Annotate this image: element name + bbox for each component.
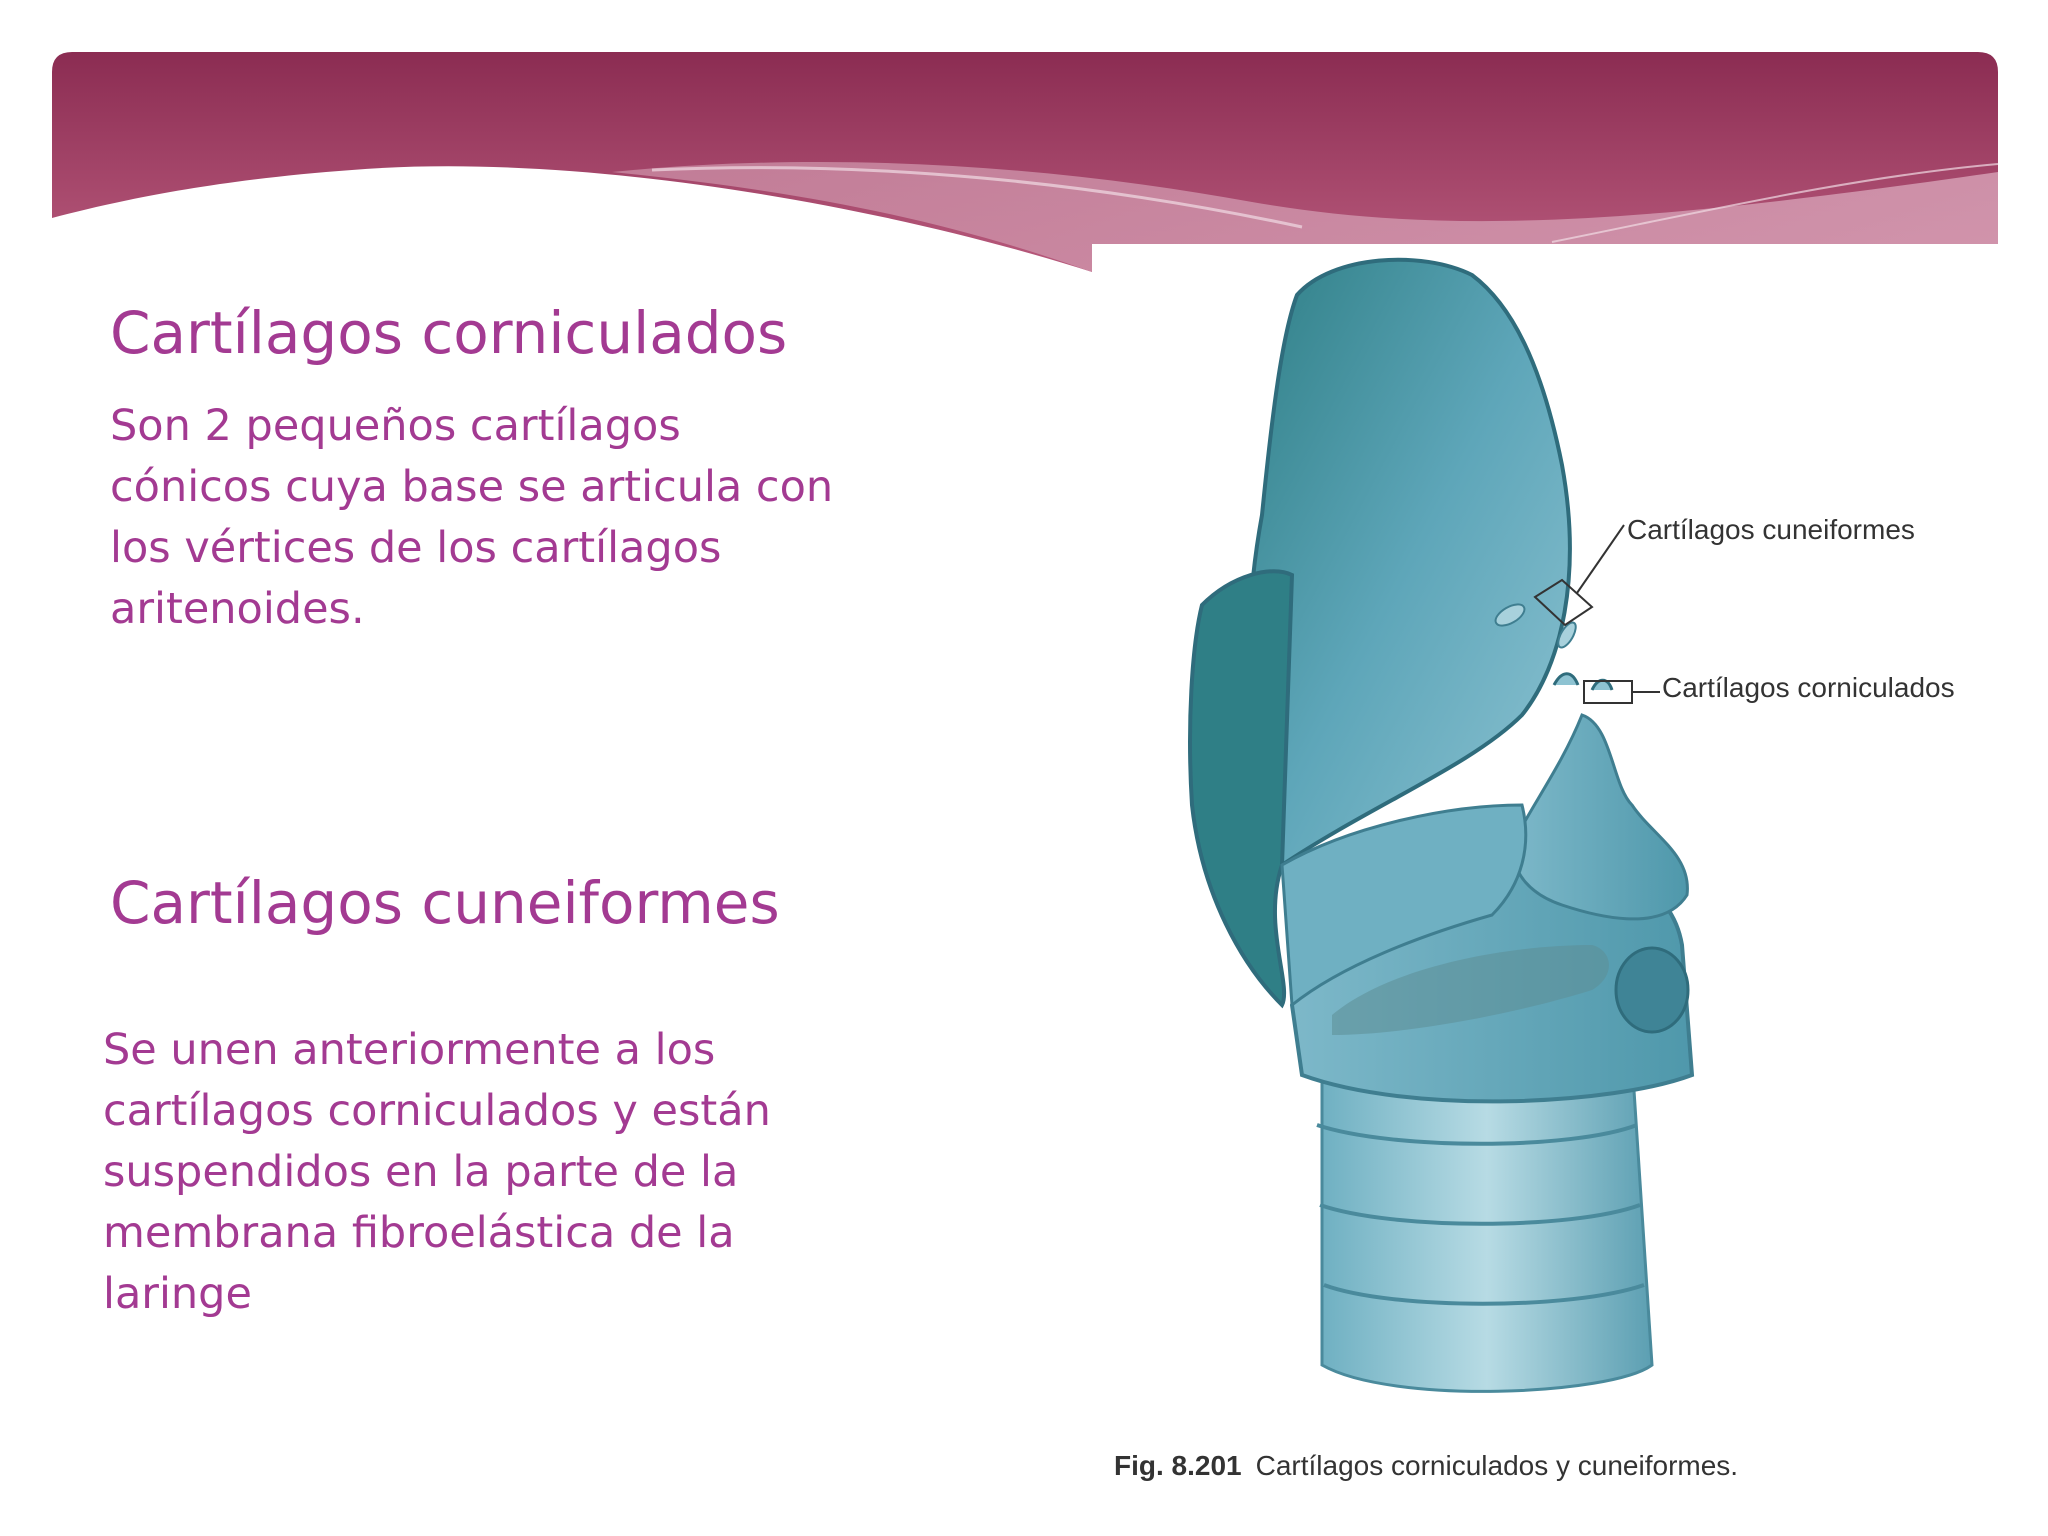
heading-corniculados: Cartílagos corniculados (110, 299, 788, 367)
callout-corniculados: Cartílagos corniculados (1662, 672, 1955, 703)
header-wave-graphic (52, 52, 1998, 272)
figure-number: Fig. 8.201 (1114, 1450, 1242, 1481)
callout-cuneiformes: Cartílagos cuneiformes (1627, 514, 1915, 545)
body-corniculados: Son 2 pequeños cartílagos cónicos cuya base se articula con los vértices de los cartílagos aritenoides. (110, 401, 834, 634)
heading-cuneiformes: Cartílagos cuneiformes (110, 869, 780, 937)
figure-caption (1114, 1450, 1738, 1482)
header-band (52, 52, 1998, 272)
body-cuneiformes: Se unen anteriormente a los cartílagos corniculados y están suspendidos en la parte de la membrana fibroelástica de la laringe (103, 1025, 771, 1319)
figure-caption-text: Cartílagos corniculados y cuneiformes. (1255, 1450, 1739, 1481)
larynx-drawing (1092, 245, 2032, 1515)
larynx-illustration (1092, 245, 2032, 1515)
